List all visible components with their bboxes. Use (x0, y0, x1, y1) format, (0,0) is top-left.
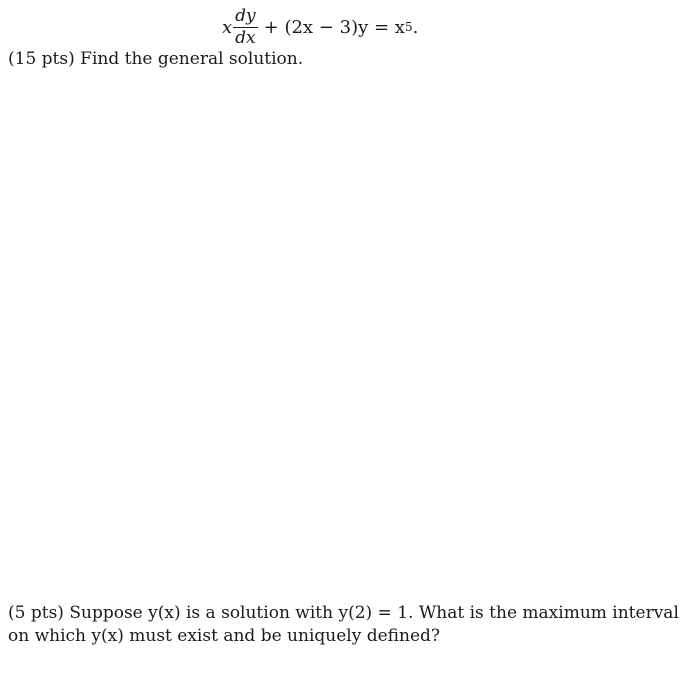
fraction-numerator: dy (235, 5, 256, 26)
part-b-text-1: Suppose y(x) is a solution with y(2) = 1. What is the maximum interval (69, 603, 679, 623)
answer-space[interactable] (8, 80, 678, 590)
part-b-line-1 (8, 602, 679, 625)
part-b-points: (5 pts) (8, 603, 64, 623)
equation-period: . (412, 16, 419, 38)
fraction-denominator: dx (235, 27, 256, 48)
differential-equation: x $\frac{dy}{dx}$ + (2x − 3)y = x 5 . (222, 5, 419, 48)
part-a-prompt: Find the general solution. (80, 49, 304, 69)
part-b-line-2: on which y(x) must exist and be uniquely defined? (8, 626, 441, 646)
equation-remainder: + (2x − 3)y = x (263, 16, 405, 38)
equation-lead-variable: x (222, 16, 233, 38)
part-a-points: (15 pts) (8, 49, 75, 69)
question-part-a (8, 49, 303, 69)
derivative-fraction (233, 7, 258, 47)
question-part-b (8, 602, 679, 648)
